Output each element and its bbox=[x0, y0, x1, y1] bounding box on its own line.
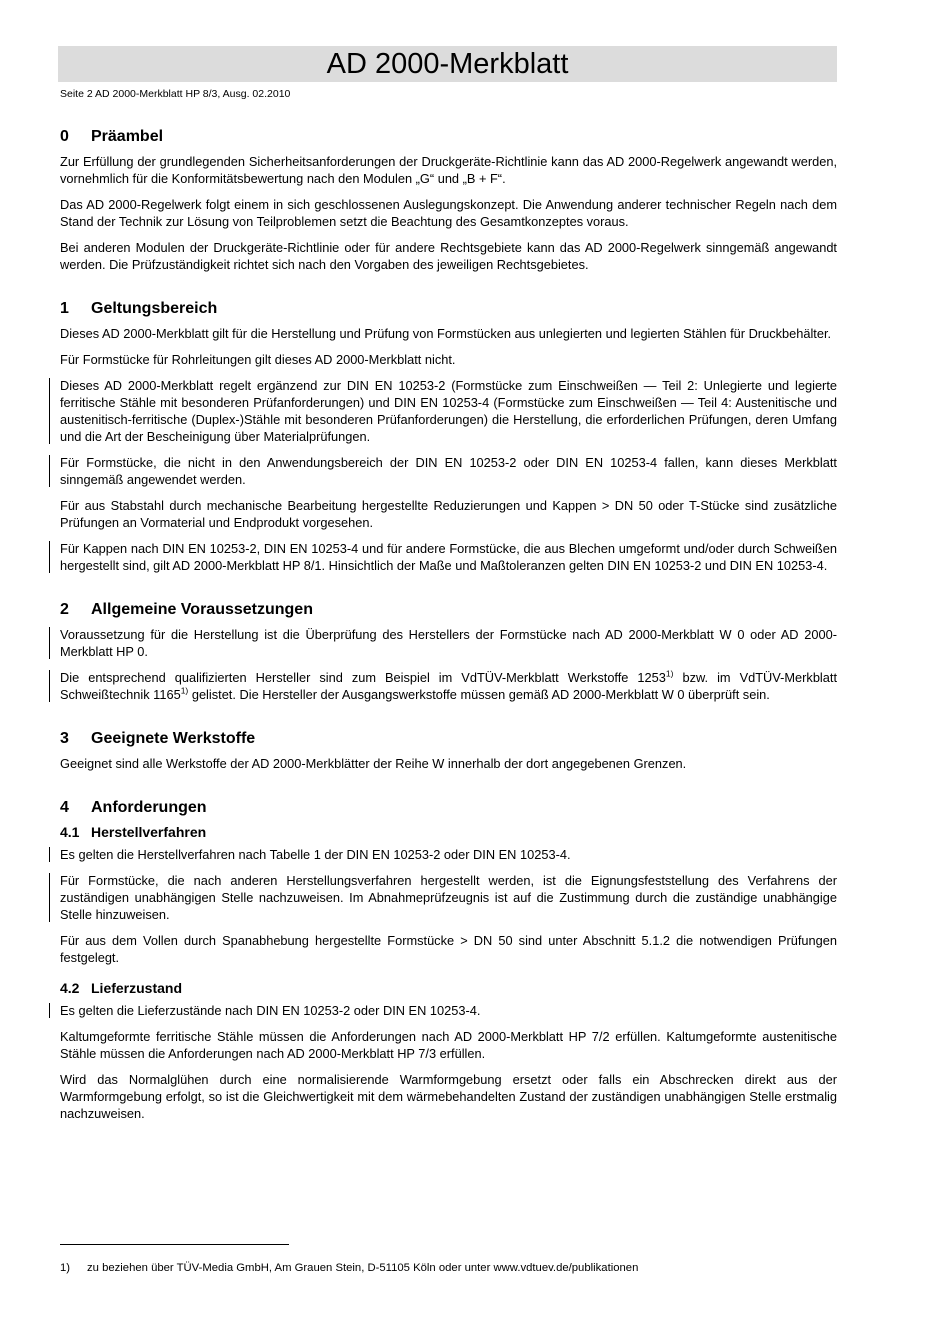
paragraph: Zur Erfüllung der grundlegenden Sicherheitsanforderungen der Druckgeräte-Richtlinie kann das AD 2000-Regelwerk angewandt werden, vornehmlich für die Konformitätsbewertung nach den Modulen „G“ und „B + F“. bbox=[60, 154, 837, 186]
paragraph-changed: Es gelten die Herstellverfahren nach Tabelle 1 der DIN EN 10253-2 oder DIN EN 10253-4. bbox=[60, 846, 837, 863]
section-number: 4 bbox=[60, 799, 69, 816]
paragraph-changed bbox=[60, 669, 837, 703]
document-body bbox=[60, 128, 837, 1131]
paragraph-changed: Für Formstücke, die nach anderen Herstellungsverfahren hergestellt werden, ist die Eignungsfeststellung des Verfahrens der zuständigen unabhängigen Stelle nachzuweisen. Im Abnahmeprüfzeugnis ist auf die Zustimmung durch die zuständige unabhängige Stelle hinzuweisen. bbox=[60, 873, 837, 922]
section-heading bbox=[60, 601, 837, 619]
section-heading bbox=[60, 730, 837, 748]
text-run: Die entsprechend qualifizierten Hersteller sind zum Beispiel im VdTÜV-Merkblatt Werkstoffe 1253 bbox=[60, 670, 666, 685]
paragraph: Für aus dem Vollen durch Spanabhebung hergestellte Formstücke > DN 50 sind unter Abschnitt 5.1.2 die notwendigen Prüfungen festgelegt. bbox=[60, 933, 837, 965]
section-4-anforderungen bbox=[60, 799, 837, 1122]
document-title: AD 2000-Merkblatt bbox=[326, 48, 569, 80]
subsection-4-1-herstellverfahren bbox=[60, 824, 837, 966]
section-title: Geeignete Werkstoffe bbox=[91, 730, 256, 747]
footnote-reference: 1) bbox=[665, 668, 674, 679]
section-number: 3 bbox=[60, 730, 69, 747]
paragraph: Geeignet sind alle Werkstoffe der AD 2000-Merkblätter der Reihe W innerhalb der dort angegebenen Grenzen. bbox=[60, 756, 687, 771]
footnote bbox=[60, 1262, 638, 1274]
paragraph: Für aus Stabstahl durch mechanische Bearbeitung hergestellte Reduzierungen und Kappen > DN 50 oder T-Stücke sind zusätzliche Prüfungen an Vormaterial und Endprodukt vorgesehen. bbox=[60, 498, 837, 530]
section-heading bbox=[60, 799, 837, 817]
footnote-text: zu beziehen über TÜV-Media GmbH, Am Grauen Stein, D-51105 Köln oder unter www.vdtuev.de/publikationen bbox=[87, 1262, 639, 1274]
subsection-4-2-lieferzustand bbox=[60, 980, 837, 1122]
subsection-number: 4.1 bbox=[60, 824, 80, 840]
document-header bbox=[58, 46, 837, 82]
paragraph: Das AD 2000-Regelwerk folgt einem in sich geschlossenen Auslegungskonzept. Die Anwendung anderer technischer Regeln nach dem Stand der Technik zur Lösung von Teilproblemen setzt die Beachtung des Gesamtkonzeptes voraus. bbox=[60, 197, 837, 229]
section-heading bbox=[60, 128, 837, 146]
section-heading bbox=[60, 300, 837, 318]
subsection-title: Herstellverfahren bbox=[91, 824, 207, 840]
paragraph-changed: Es gelten die Lieferzustände nach DIN EN 10253-2 oder DIN EN 10253-4. bbox=[60, 1002, 837, 1019]
section-title: Anforderungen bbox=[91, 799, 207, 816]
text-run: bzw. im VdTÜV-Merkblatt Schweißtechnik 1165 bbox=[60, 670, 838, 702]
section-title: Allgemeine Voraussetzungen bbox=[91, 601, 313, 618]
paragraph: Für Formstücke für Rohrleitungen gilt dieses AD 2000-Merkblatt nicht. bbox=[60, 352, 456, 367]
paragraph: Dieses AD 2000-Merkblatt gilt für die Herstellung und Prüfung von Formstücken aus unlegierten und legierten Stählen für Druckbehälter. bbox=[60, 326, 832, 341]
paragraph-changed: Für Kappen nach DIN EN 10253-2, DIN EN 10253-4 und für andere Formstücke, die aus Blechen umgeformt und/oder durch Schweißen hergestellt sind, gilt AD 2000-Merkblatt HP 8/1. Hinsichtlich der Maße und Maßtoleranzen gelten DIN EN 10253-2 und DIN EN 10253-4. bbox=[60, 541, 837, 573]
footnote-reference: 1) bbox=[180, 685, 189, 696]
text-run: gelistet. Die Hersteller der Ausgangswerkstoffe müssen gemäß AD 2000-Merkblatt W 0 überprüft sein. bbox=[188, 687, 770, 702]
paragraph: Wird das Normalglühen durch eine normalisierende Warmformgebung ersetzt oder falls ein Abschrecken direkt aus der Warmformgebung erfolgt, so ist die Gleichwertigkeit mit dem wärmebehandelten Zustand der zuständigen unabhängigen Stelle erstmalig nachzuweisen. bbox=[60, 1072, 837, 1121]
paragraph-changed: Voraussetzung für die Herstellung ist die Überprüfung des Herstellers der Formstücke nach AD 2000-Merkblatt W 0 oder AD 2000-Merkblatt HP 0. bbox=[60, 627, 837, 659]
section-0-praeambel bbox=[60, 128, 837, 273]
page-reference: Seite 2 AD 2000-Merkblatt HP 8/3, Ausg. 02.2010 bbox=[60, 88, 291, 100]
footnote-mark: 1) bbox=[60, 1262, 71, 1274]
paragraph: Bei anderen Modulen der Druckgeräte-Richtlinie oder für andere Rechtsgebiete kann das AD 2000-Regelwerk sinngemäß angewandt werden. Die Prüfzuständigkeit richtet sich nach den Vorgaben des jeweiligen Rechtsgebietes. bbox=[60, 240, 837, 272]
section-title: Geltungsbereich bbox=[91, 300, 218, 317]
footnote-separator bbox=[60, 1244, 289, 1245]
section-number: 1 bbox=[60, 300, 69, 317]
section-title: Präambel bbox=[91, 128, 164, 145]
section-number: 2 bbox=[60, 601, 69, 618]
subsection-number: 4.2 bbox=[60, 980, 80, 996]
paragraph-changed: Für Formstücke, die nicht in den Anwendungsbereich der DIN EN 10253-2 oder DIN EN 10253-4 fallen, kann dieses Merkblatt sinngemäß angewendet werden. bbox=[60, 455, 837, 487]
section-3-geeignete-werkstoffe bbox=[60, 730, 837, 772]
paragraph-changed: Dieses AD 2000-Merkblatt regelt ergänzend zur DIN EN 10253-2 (Formstücke zum Einschweißen — Teil 2: Unlegierte und legierte ferritische Stähle mit besonderen Prüfanforderungen) und DIN EN 10253-4 (Formstücke zum Einschweißen — Teil 4: Austenitische und austenitisch-ferritische (Duplex-)Stähle mit besonderen Prüfanforderungen) die Herstellung, die erforderlichen Prüfungen, deren Umfang und die Art der Bescheinigung über Materialprüfungen. bbox=[60, 378, 837, 444]
section-number: 0 bbox=[60, 128, 69, 145]
subsection-heading bbox=[60, 824, 837, 840]
subsection-title: Lieferzustand bbox=[91, 980, 183, 996]
subsection-heading bbox=[60, 980, 837, 996]
section-1-geltungsbereich bbox=[60, 300, 837, 574]
paragraph: Kaltumgeformte ferritische Stähle müssen die Anforderungen nach AD 2000-Merkblatt HP 7/2 erfüllen. Kaltumgeformte austenitische Stähle müssen die Anforderungen nach AD 2000-Merkblatt HP 7/3 erfüllen. bbox=[60, 1029, 837, 1061]
section-2-allgemeine-voraussetzungen bbox=[60, 601, 837, 703]
